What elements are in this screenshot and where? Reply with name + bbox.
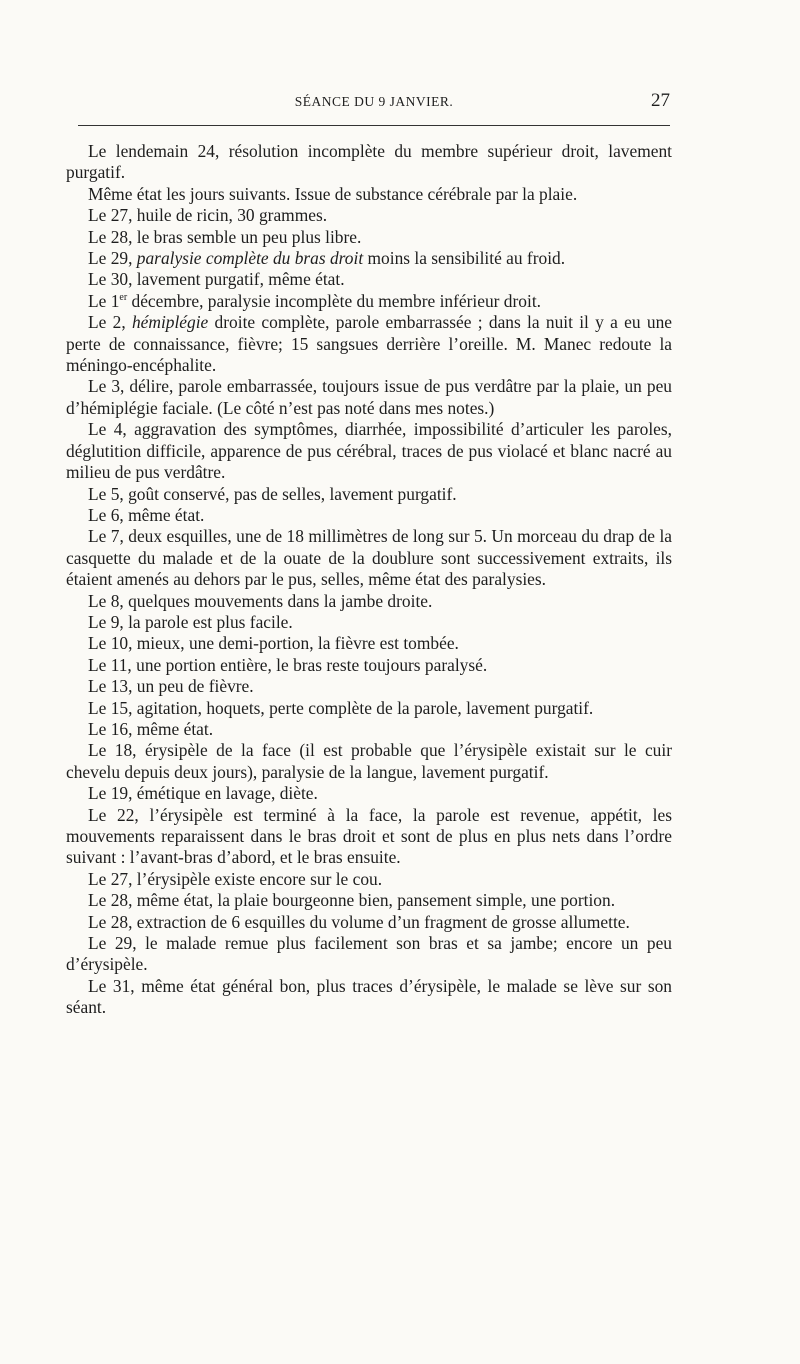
paragraph bbox=[66, 633, 672, 654]
text-segment: Le 6, même état. bbox=[88, 504, 205, 525]
paragraph bbox=[66, 783, 672, 804]
paragraph bbox=[66, 376, 672, 419]
header-rule bbox=[78, 125, 670, 126]
text-segment: Le 3, délire, parole embarrassée, toujours issue de pus verdâtre par la plaie, un peu d’hémiplégie faciale. (Le côté n’est pas noté dans mes notes.) bbox=[66, 376, 672, 418]
text-segment: moins la sensibilité au froid. bbox=[363, 248, 566, 269]
paragraph bbox=[66, 655, 672, 676]
paragraph bbox=[66, 912, 672, 933]
paragraph bbox=[66, 526, 672, 590]
paragraph bbox=[66, 698, 672, 719]
paragraph bbox=[66, 141, 672, 184]
text-segment: Le 29, bbox=[88, 248, 137, 269]
text-segment: Le 5, goût conservé, pas de selles, lavement purgatif. bbox=[88, 483, 457, 504]
text-segment: Le 31, même état général bon, plus traces d’érysipèle, le malade se lève sur son séant. bbox=[66, 975, 672, 1018]
page-number: 27 bbox=[651, 90, 670, 111]
paragraph bbox=[66, 591, 672, 612]
text-segment: Le lendemain 24, résolution incomplète du membre supérieur droit, lavement purgatif. bbox=[66, 141, 672, 183]
text-segment: Le 22, l’érysipèle est terminé à la face, la parole est revenue, appétit, les mouvements reparaissent dans le bras droit et sont de plus en plus nets dans l’ordre suivant : l’avant-bras d’abord, et le bras ensuite. bbox=[66, 804, 672, 868]
paragraph bbox=[66, 505, 672, 526]
italic-text: paralysie complète du bras droit bbox=[136, 248, 364, 269]
text-segment: Le 18, érysipèle de la face (il est probable que l’érysipèle existait sur le cuir chevelu depuis deux jours), paralysie de la langue, lavement purgatif. bbox=[66, 740, 672, 782]
paragraph bbox=[66, 740, 672, 783]
page-header bbox=[78, 90, 670, 114]
paragraph bbox=[66, 205, 672, 226]
paragraph bbox=[66, 976, 672, 1019]
text-segment: Le 8, quelques mouvements dans la jambe droite. bbox=[88, 590, 433, 611]
text-segment: Le 19, émétique en lavage, diète. bbox=[88, 783, 318, 804]
text-segment: Le 13, un peu de fièvre. bbox=[88, 676, 254, 697]
paragraph bbox=[66, 419, 672, 483]
paragraph bbox=[66, 933, 672, 976]
text-segment: Le 2, bbox=[88, 312, 132, 333]
text-segment: Le 15, agitation, hoquets, perte complète de la parole, lavement purgatif. bbox=[88, 697, 594, 718]
body-text bbox=[66, 141, 672, 1019]
paragraph bbox=[66, 890, 672, 911]
text-segment: décembre, paralysie incomplète du membre inférieur droit. bbox=[127, 290, 541, 311]
text-segment: Le 4, aggravation des symptômes, diarrhée, impossibilité d’articuler les paroles, déglutition difficile, apparence de pus cérébral, traces de pus violacé et blanc nacré au milieu de pus verdâtre. bbox=[66, 419, 672, 483]
paragraph bbox=[66, 719, 672, 740]
running-head: SÉANCE DU 9 JANVIER. bbox=[294, 94, 454, 109]
text-segment: Le 27, huile de ricin, 30 grammes. bbox=[88, 205, 328, 226]
paragraph bbox=[66, 805, 672, 869]
text-segment: Le 28, le bras semble un peu plus libre. bbox=[88, 226, 362, 247]
paragraph bbox=[66, 184, 672, 205]
paragraph bbox=[66, 676, 672, 697]
paragraph bbox=[66, 484, 672, 505]
text-segment: Le 9, la parole est plus facile. bbox=[88, 611, 293, 632]
text-segment: Le 29, le malade remue plus facilement son bras et sa jambe; encore un peu d’érysipèle. bbox=[66, 933, 672, 975]
text-segment: Le 10, mieux, une demi-portion, la fièvre est tombée. bbox=[88, 633, 459, 654]
text-segment: Le 30, lavement purgatif, même état. bbox=[88, 269, 345, 290]
paragraph bbox=[66, 291, 672, 312]
paragraph bbox=[66, 269, 672, 290]
italic-text: hémiplégie bbox=[131, 312, 209, 333]
text-segment: Le 28, extraction de 6 esquilles du volume d’un fragment de grosse allumette. bbox=[88, 911, 630, 932]
superscript-text: er bbox=[119, 292, 128, 304]
text-segment: Même état les jours suivants. Issue de substance cérébrale par la plaie. bbox=[88, 183, 578, 204]
text-segment: Le 7, deux esquilles, une de 18 millimètres de long sur 5. Un morceau du drap de la casquette du malade et de la ouate de la doublure sont successivement extraits, ils étaient amenés au dehors par le pus, selles, même état des paralysies. bbox=[66, 526, 672, 590]
paragraph bbox=[66, 869, 672, 890]
paragraph bbox=[66, 248, 672, 269]
text-segment: Le 11, une portion entière, le bras reste toujours paralysé. bbox=[88, 654, 488, 675]
text-segment: Le 1 bbox=[88, 290, 120, 311]
paragraph bbox=[66, 312, 672, 376]
text-segment: Le 27, l’érysipèle existe encore sur le cou. bbox=[88, 868, 383, 889]
text-segment: Le 28, même état, la plaie bourgeonne bien, pansement simple, une portion. bbox=[88, 890, 616, 911]
paragraph bbox=[66, 612, 672, 633]
paragraph bbox=[66, 227, 672, 248]
text-segment: Le 16, même état. bbox=[88, 718, 214, 739]
text-segment: droite complète, parole embarrassée ; dans la nuit il y a eu une perte de connaissance, fièvre; 15 sangsues derrière l’oreille. M. Manec redoute la méningo-encéphalite. bbox=[66, 312, 672, 376]
